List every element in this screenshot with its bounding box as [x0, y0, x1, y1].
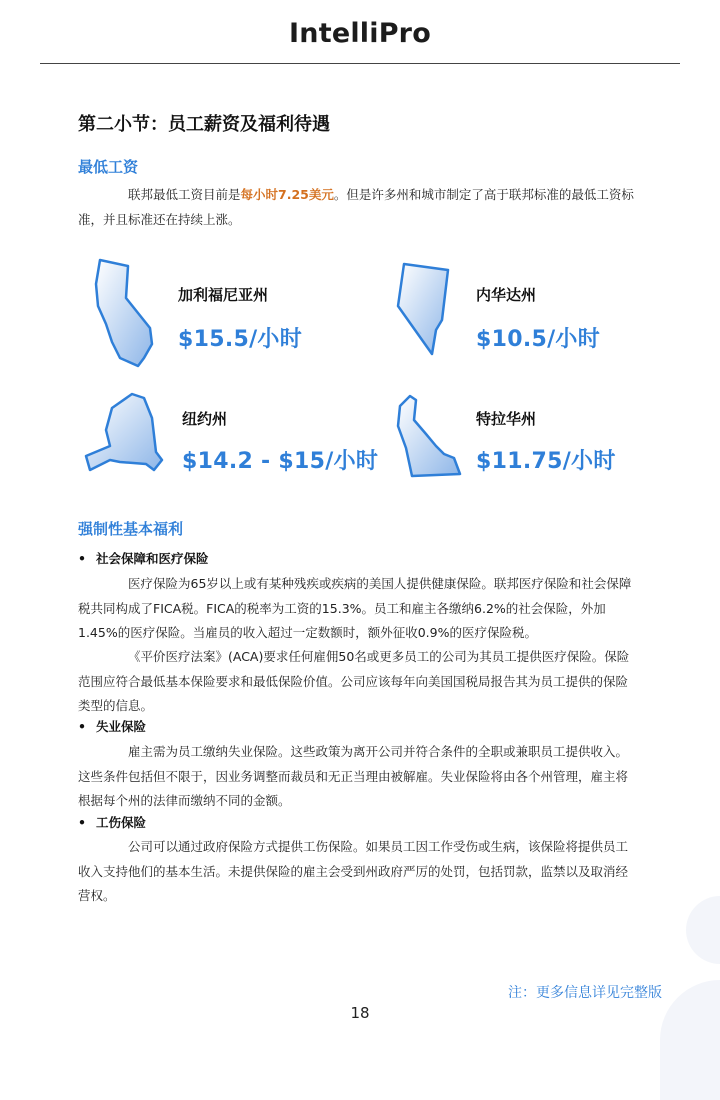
- logo: [0, 18, 720, 49]
- footer-note: 注：更多信息详见完整版: [508, 985, 662, 1001]
- new-york-map-icon: [82, 390, 168, 480]
- benefit-paragraph: 医疗保险为65岁以上或有某种残疾或疾病的美国人提供健康保险。联邦医疗保险和社会保障税共同构成了FICA税。FICA的税率为工资的15.3%。员工和雇主各缴纳6.2%的社会保险，外加1.45%的医疗保险。当雇员的收入超过一定数额时，额外征收0.9%的医疗保险税。: [78, 576, 632, 640]
- delaware-map-icon: [392, 390, 464, 480]
- bullet-icon: •: [78, 719, 86, 734]
- benefit-title: [78, 813, 146, 831]
- header-divider: [40, 63, 680, 64]
- benefit-paragraph: 公司可以通过政府保险方式提供工伤保险。如果员工因工作受伤或生病，该保险将提供员工收入支持他们的基本生活。未提供保险的雇主会受到州政府严厉的处罚，包括罚款，监禁以及取消经营权。: [78, 839, 629, 903]
- state-name: 加利福尼亚州: [178, 286, 269, 304]
- min-wage-text-before: 联邦最低工资目前是: [128, 187, 241, 202]
- min-wage-paragraph: [78, 183, 640, 232]
- benefit-paragraph: 雇主需为员工缴纳失业保险。这些政策为离开公司并符合条件的全职或兼职员工提供收入。这些条件包括但不限于，因业务调整而裁员和无正当理由被解雇。失业保险将由各个州管理，雇主将根据每个州的法律而缴纳不同的金额。: [78, 744, 629, 808]
- benefit-title: [78, 549, 209, 567]
- benefit-title: [78, 717, 146, 735]
- bullet-icon: •: [78, 551, 86, 566]
- state-name: 特拉华州: [476, 410, 537, 428]
- state-name: 纽约州: [182, 410, 228, 428]
- benefits-heading: 强制性基本福利: [78, 520, 184, 538]
- state-name: 内华达州: [476, 286, 537, 304]
- logo-text: IntelliPro: [289, 18, 431, 49]
- state-wage: $15.5/小时: [178, 327, 303, 352]
- benefit-paragraph: 《平价医疗法案》(ACA)要求任何雇佣50名或更多员工的公司为其员工提供医疗保险。保险范围应符合最低基本保险要求和最低保险价值。公司应该每年向美国国税局报告其为员工提供的保险类型的信息。: [78, 649, 630, 713]
- state-wage: $14.2 - $15/小时: [182, 449, 379, 474]
- min-wage-heading: 最低工资: [78, 158, 139, 176]
- benefit-title-text: 社会保障和医疗保险: [96, 551, 209, 566]
- min-wage-text-after: 。但是许多州和城市制定了高于联邦标准的最低工资标准，并且标准还在持续上涨。: [78, 187, 634, 227]
- bullet-icon: •: [78, 815, 86, 830]
- section-title: 第二小节：员工薪资及福利待遇: [78, 114, 330, 135]
- california-map-icon: [92, 258, 162, 370]
- benefit-title-text: 失业保险: [96, 719, 147, 734]
- benefit-title-text: 工伤保险: [96, 815, 147, 830]
- nevada-map-icon: [392, 258, 454, 358]
- federal-wage-highlight: 每小时7.25美元: [240, 187, 334, 202]
- state-wage: $11.75/小时: [476, 449, 616, 474]
- page-number: 18: [350, 1004, 370, 1022]
- state-wage: $10.5/小时: [476, 327, 601, 352]
